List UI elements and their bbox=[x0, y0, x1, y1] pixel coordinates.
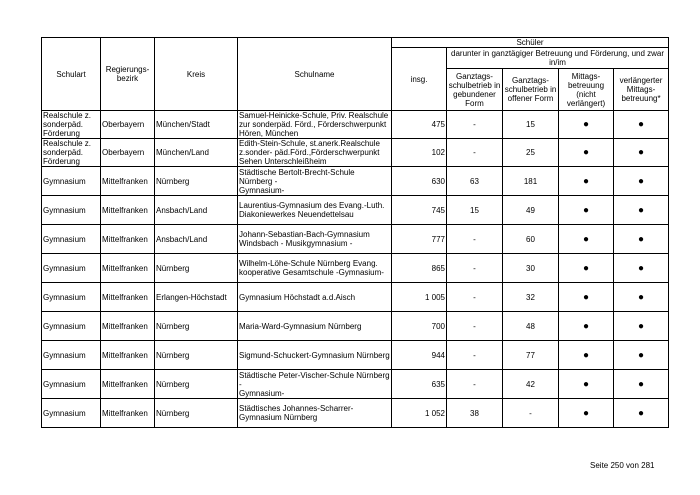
insg-cell: 1 052 bbox=[392, 399, 447, 428]
insg-cell: 1 005 bbox=[392, 283, 447, 312]
verl-cell: ● bbox=[614, 341, 669, 370]
offen-cell: 60 bbox=[503, 225, 559, 254]
schools-table bbox=[41, 37, 669, 428]
offen-cell: 181 bbox=[503, 167, 559, 196]
insg-cell: 944 bbox=[392, 341, 447, 370]
insg-cell: 475 bbox=[392, 111, 447, 139]
schulart-cell: Gymnasium bbox=[42, 283, 101, 312]
schulart-cell: Realschule z. sonderpäd. Förderung bbox=[42, 111, 101, 139]
table-row bbox=[42, 341, 669, 370]
kreis-cell: Nürnberg bbox=[155, 254, 238, 283]
kreis-cell: München/Stadt bbox=[155, 111, 238, 139]
bezirk-cell: Mittelfranken bbox=[101, 254, 155, 283]
mittag-cell: ● bbox=[559, 196, 614, 225]
schulname-cell: Johann-Sebastian-Bach-Gymnasium Windsbach - Musikgymnasium - bbox=[238, 225, 392, 254]
mittag-cell: ● bbox=[559, 399, 614, 428]
table-row bbox=[42, 139, 669, 167]
mittag-cell: ● bbox=[559, 341, 614, 370]
offen-cell: 32 bbox=[503, 283, 559, 312]
schulart-cell: Gymnasium bbox=[42, 370, 101, 399]
page-number: Seite 250 von 281 bbox=[590, 461, 655, 470]
mittag-cell: ● bbox=[559, 254, 614, 283]
schulart-cell: Gymnasium bbox=[42, 399, 101, 428]
offen-cell: 30 bbox=[503, 254, 559, 283]
table-row bbox=[42, 312, 669, 341]
col-bezirk bbox=[101, 38, 155, 111]
kreis-cell: Nürnberg bbox=[155, 399, 238, 428]
col-schulname: Schulname bbox=[238, 38, 392, 111]
schulart-cell: Realschule z. sonderpäd. Förderung bbox=[42, 139, 101, 167]
table-row bbox=[42, 111, 669, 139]
insg-cell: 777 bbox=[392, 225, 447, 254]
offen-cell: 25 bbox=[503, 139, 559, 167]
verl-cell: ● bbox=[614, 283, 669, 312]
bezirk-cell: Mittelfranken bbox=[101, 341, 155, 370]
col-schulart: Schulart bbox=[42, 38, 101, 111]
verl-cell: ● bbox=[614, 111, 669, 139]
bezirk-cell: Oberbayern bbox=[101, 139, 155, 167]
mittag-cell: ● bbox=[559, 312, 614, 341]
schulname-cell: Städtische Peter-Vischer-Schule Nürnberg - Gymnasium- bbox=[239, 370, 390, 398]
kreis-cell: Erlangen-Höchstadt bbox=[155, 283, 238, 312]
bezirk-cell: Mittelfranken bbox=[101, 225, 155, 254]
offen-cell: 15 bbox=[503, 111, 559, 139]
col-mittag: Mittags- betreuung (nicht verlängert) bbox=[559, 69, 614, 111]
mittag-cell: ● bbox=[559, 139, 614, 167]
gebunden-cell: - bbox=[447, 312, 503, 341]
schulname-cell: Gymnasium Höchstadt a.d.Aisch bbox=[238, 283, 392, 312]
schulname-cell: Samuel-Heinicke-Schule, Priv. Realschule zur sonderpäd. Förd., Förderschwerpunkt Hören, München bbox=[238, 111, 392, 139]
schulart-cell: Gymnasium bbox=[42, 196, 101, 225]
col-gebunden: Ganztags- schulbetrieb in gebundener Form bbox=[447, 69, 503, 111]
insg-cell: 865 bbox=[392, 254, 447, 283]
offen-cell: 49 bbox=[503, 196, 559, 225]
schulname-cell: Sigmund-Schuckert-Gymnasium Nürnberg bbox=[238, 341, 392, 370]
verl-cell: ● bbox=[614, 139, 669, 167]
schulname-cell: Städtisches Johannes-Scharrer- Gymnasium Nürnberg bbox=[238, 399, 392, 428]
gebunden-cell: - bbox=[447, 341, 503, 370]
insg-cell: 102 bbox=[392, 139, 447, 167]
schulart-cell: Gymnasium bbox=[42, 167, 101, 196]
gebunden-cell: 15 bbox=[447, 196, 503, 225]
schulname-cell: Laurentius-Gymnasium des Evang.-Luth. Diakoniewerkes Neuendettelsau bbox=[238, 196, 392, 225]
col-verl: verlängerter Mittags- betreuung* bbox=[614, 69, 669, 111]
gebunden-cell: - bbox=[447, 139, 503, 167]
group-darunter: darunter in ganztägiger Betreuung und Förderung, und zwar in/im bbox=[447, 48, 669, 69]
offen-cell: - bbox=[503, 399, 559, 428]
col-offen: Ganztags- schulbetrieb in offener Form bbox=[503, 69, 559, 111]
insg-cell: 745 bbox=[392, 196, 447, 225]
table-row bbox=[42, 225, 669, 254]
col-bezirk-label: Regierungs- bezirk bbox=[105, 65, 150, 83]
table-row bbox=[42, 254, 669, 283]
table-row bbox=[42, 196, 669, 225]
table-row bbox=[42, 283, 669, 312]
kreis-cell: München/Land bbox=[155, 139, 238, 167]
mittag-cell: ● bbox=[559, 111, 614, 139]
table-body bbox=[42, 111, 669, 428]
bezirk-cell: Oberbayern bbox=[101, 111, 155, 139]
bezirk-cell: Mittelfranken bbox=[101, 283, 155, 312]
col-kreis: Kreis bbox=[155, 38, 238, 111]
gebunden-cell: - bbox=[447, 283, 503, 312]
schulname-cell: Maria-Ward-Gymnasium Nürnberg bbox=[238, 312, 392, 341]
offen-cell: 48 bbox=[503, 312, 559, 341]
gebunden-cell: - bbox=[447, 254, 503, 283]
offen-cell: 77 bbox=[503, 341, 559, 370]
insg-cell: 635 bbox=[392, 370, 447, 399]
kreis-cell: Nürnberg bbox=[155, 312, 238, 341]
gebunden-cell: 38 bbox=[447, 399, 503, 428]
bezirk-cell: Mittelfranken bbox=[101, 399, 155, 428]
group-schueler: Schüler bbox=[392, 38, 669, 48]
verl-cell: ● bbox=[614, 370, 669, 399]
verl-cell: ● bbox=[614, 399, 669, 428]
bezirk-cell: Mittelfranken bbox=[101, 312, 155, 341]
schulart-cell: Gymnasium bbox=[42, 254, 101, 283]
gebunden-cell: - bbox=[447, 370, 503, 399]
schulname-cell: Edith-Stein-Schule, st.anerk.Realschule z.sonder- päd.Förd.,Förderschwerpunkt Sehen Unterschleißheim bbox=[238, 139, 392, 167]
insg-cell: 700 bbox=[392, 312, 447, 341]
kreis-cell: Ansbach/Land bbox=[155, 225, 238, 254]
col-insg: insg. bbox=[392, 48, 447, 111]
kreis-cell: Nürnberg bbox=[155, 370, 238, 399]
verl-cell: ● bbox=[614, 312, 669, 341]
offen-cell: 42 bbox=[503, 370, 559, 399]
mittag-cell: ● bbox=[559, 283, 614, 312]
mittag-cell: ● bbox=[559, 370, 614, 399]
mittag-cell: ● bbox=[559, 167, 614, 196]
verl-cell: ● bbox=[614, 167, 669, 196]
verl-cell: ● bbox=[614, 225, 669, 254]
verl-cell: ● bbox=[614, 254, 669, 283]
table-row bbox=[42, 370, 669, 399]
verl-cell: ● bbox=[614, 196, 669, 225]
schulart-cell: Gymnasium bbox=[42, 341, 101, 370]
table-row bbox=[42, 399, 669, 428]
insg-cell: 630 bbox=[392, 167, 447, 196]
gebunden-cell: - bbox=[447, 225, 503, 254]
bezirk-cell: Mittelfranken bbox=[101, 370, 155, 399]
bezirk-cell: Mittelfranken bbox=[101, 167, 155, 196]
schulname-cell: Wilhelm-Löhe-Schule Nürnberg Evang. kooperative Gesamtschule -Gymnasium- bbox=[238, 254, 392, 283]
schulart-cell: Gymnasium bbox=[42, 312, 101, 341]
kreis-cell: Nürnberg bbox=[155, 167, 238, 196]
kreis-cell: Nürnberg bbox=[155, 341, 238, 370]
schulart-cell: Gymnasium bbox=[42, 225, 101, 254]
table-row bbox=[42, 167, 669, 196]
schulname-cell: Städtische Bertolt-Brecht-Schule Nürnberg - Gymnasium- bbox=[238, 167, 392, 196]
mittag-cell: ● bbox=[559, 225, 614, 254]
gebunden-cell: - bbox=[447, 111, 503, 139]
gebunden-cell: 63 bbox=[447, 167, 503, 196]
kreis-cell: Ansbach/Land bbox=[155, 196, 238, 225]
bezirk-cell: Mittelfranken bbox=[101, 196, 155, 225]
